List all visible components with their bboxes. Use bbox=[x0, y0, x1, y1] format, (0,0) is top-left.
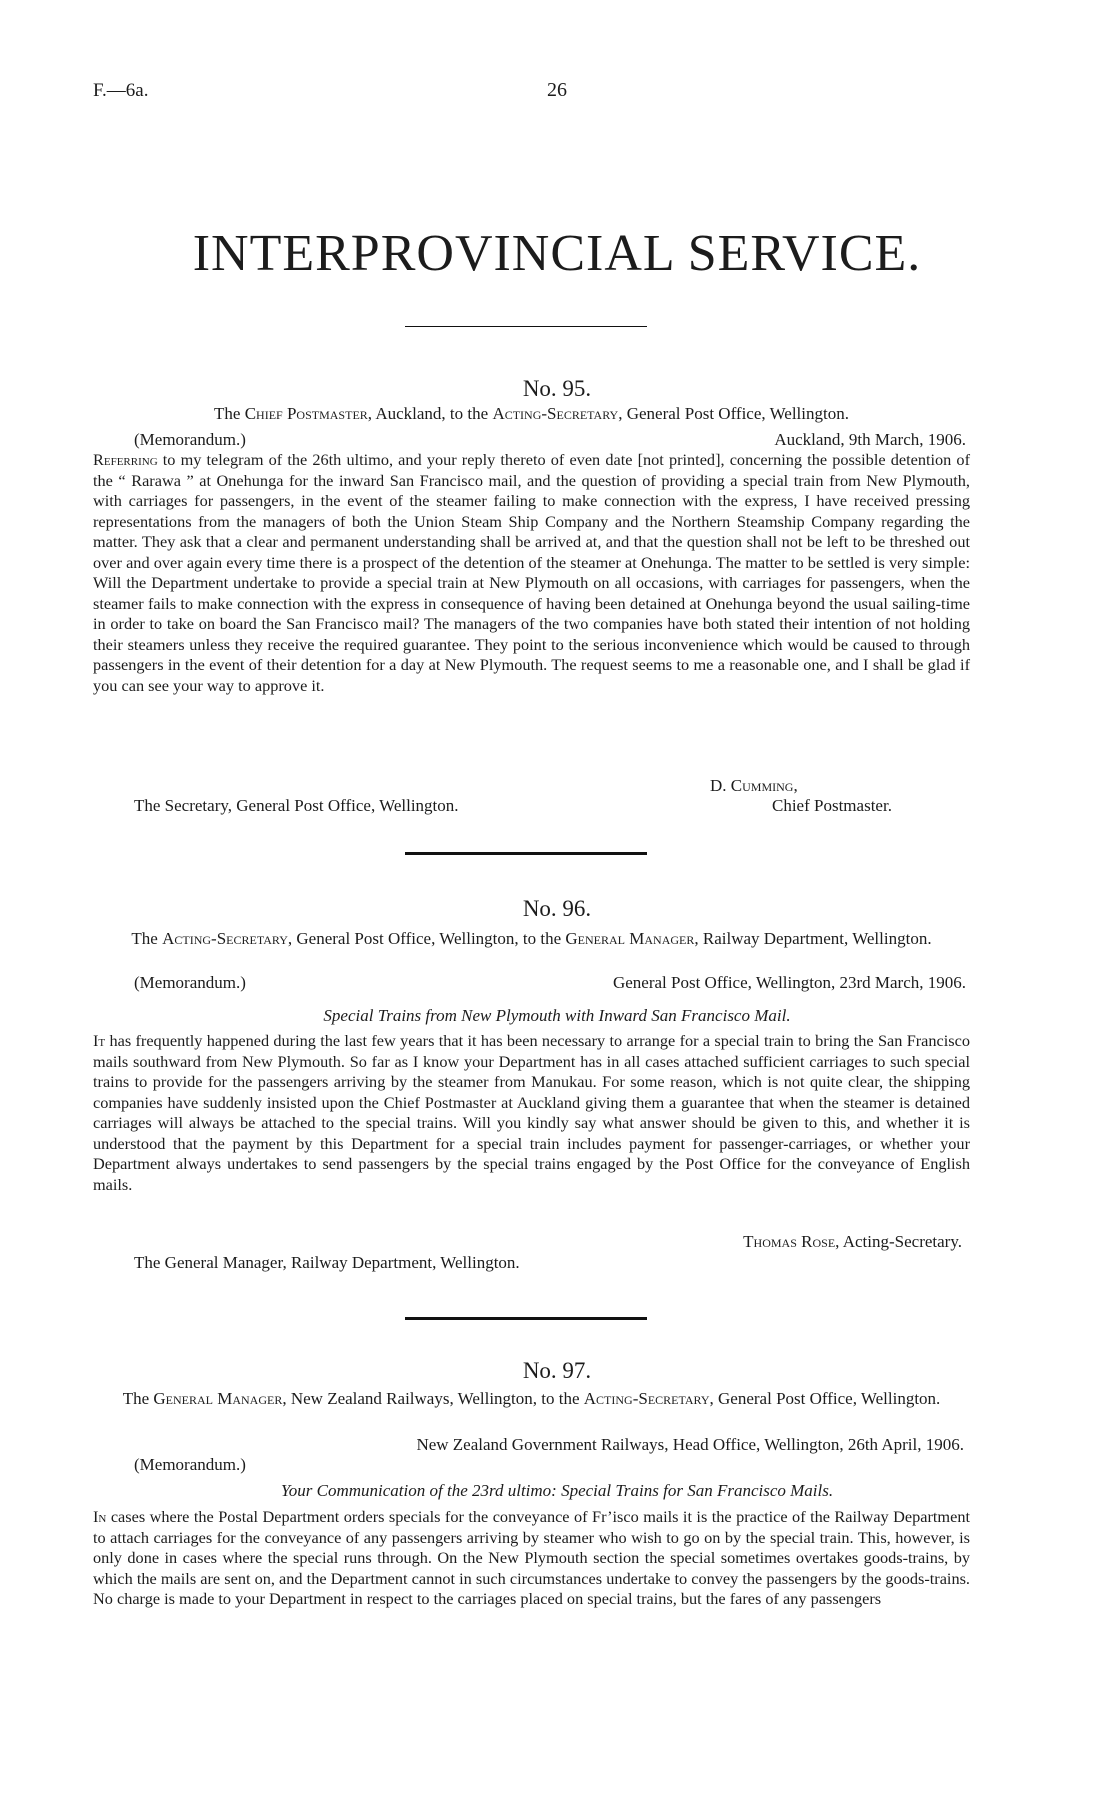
page-title: INTERPROVINCIAL SERVICE. bbox=[192, 225, 922, 282]
letter-number: No. 95. bbox=[522, 376, 592, 401]
divider-rule bbox=[405, 852, 647, 855]
letter-subject: Special Trains from New Plymouth with Inward San Francisco Mail. bbox=[323, 1006, 791, 1025]
letter-number: No. 97. bbox=[522, 1358, 592, 1383]
addressee: The General Manager, Railway Department, Wellington. bbox=[134, 1253, 520, 1272]
letter-body: Referring to my telegram of the 26th ultimo, and your reply thereto of even date [not printed], concerning the possible detention of the “ Rarawa ” at Onehunga for the inward San Francisco mail, and the question of providing a special train from New Plymouth, with carriages for passengers, in the event of the steamer failing to make connection with the express, I have received pressing representations from the managers of both the Union Steam Ship Company and the Northern Steamship Company regarding the matter. They ask that a clear and permanent understanding shall be arrived at, and that the question shall not be left to be threshed out over and over again every time there is a prospect of the detention of the steamer at Onehunga. The matter to be settled is very simple: Will the Department undertake to provide a special train at New Plymouth on all occasions, with carriages for passengers, when the steamer fails to make connection with the express in consequence of having been detained at Onehunga beyond the usual sailing-time in order to take on board the San Francisco mail? The managers of the two companies have both stated their intention of not holding their steamers unless they receive the required guarantee. They point to the serious inconvenience which would be caused to through passengers in the event of their detention for a day at New Plymouth. The request seems to me a reasonable one, and I shall be glad if you can see your way to approve it. bbox=[93, 450, 970, 695]
memo-label: (Memorandum.) bbox=[134, 973, 246, 992]
letter-heading: The General Manager, New Zealand Railways, Wellington, to the Acting-Secretary, General Post Office, Wellington. bbox=[122, 1389, 941, 1408]
signature: Thomas Rose, Acting-Secretary. bbox=[743, 1232, 962, 1251]
dateline: New Zealand Government Railways, Head Office, Wellington, 26th April, 1906. bbox=[416, 1435, 964, 1454]
signature-name: D. Cumming, bbox=[710, 776, 798, 795]
letter-number: No. 96. bbox=[522, 896, 592, 921]
memo-label: (Memorandum.) bbox=[134, 1455, 246, 1474]
letter-heading: The Acting-Secretary, General Post Office, Wellington, to the General Manager, Railway Department, Wellington. bbox=[131, 929, 932, 948]
dateline: General Post Office, Wellington, 23rd March, 1906. bbox=[612, 973, 966, 992]
divider-rule bbox=[405, 1317, 647, 1320]
letter-body: It has frequently happened during the last few years that it has been necessary to arrange for a special train to bring the San Francisco mails southward from New Plymouth. So far as I know your Department has in all cases attached sufficient carriages to such special trains to provide for the passengers arriving by the steamer from Manukau. For some reason, which is not quite clear, the shipping companies have suddenly insisted upon the Chief Postmaster at Auckland giving them a guarantee that when the steamer is detained carriages will always be attached to the special trains. Will you kindly say what answer should be given to this, and whether it is understood that the payment by this Department for a special train includes payment for passenger-carriages, or whether your Department always undertakes to send passengers by the special trains engaged by the Post Office for the conveyance of English mails. bbox=[93, 1031, 970, 1194]
signature-title: Chief Postmaster. bbox=[772, 796, 892, 815]
addressee: The Secretary, General Post Office, Wellington. bbox=[134, 796, 459, 815]
divider-rule bbox=[405, 326, 647, 327]
memo-label: (Memorandum.) bbox=[134, 430, 246, 449]
page-number: 26 bbox=[547, 79, 567, 101]
dateline: Auckland, 9th March, 1906. bbox=[774, 430, 966, 449]
letter-heading: The Chief Postmaster, Auckland, to the Acting-Secretary, General Post Office, Wellington. bbox=[214, 404, 849, 423]
letter-subject: Your Communication of the 23rd ultimo: Special Trains for San Francisco Mails. bbox=[280, 1481, 834, 1500]
page-ref: F.—6a. bbox=[93, 80, 149, 101]
letter-body: In cases where the Postal Department orders specials for the conveyance of Fr’isco mails it is the practice of the Railway Department to attach carriages for the conveyance of any passengers arriving by steamer who wish to go on by the special train. This, however, is only done in cases where the special runs through. On the New Plymouth section the special sometimes overtakes goods-trains, by which the mails are sent on, and the Department cannot in such circumstances undertake to convey the passengers by the goods-trains. No charge is made to your Department in respect to the carriages placed on special trains, but the fares of any passengers bbox=[93, 1507, 970, 1608]
